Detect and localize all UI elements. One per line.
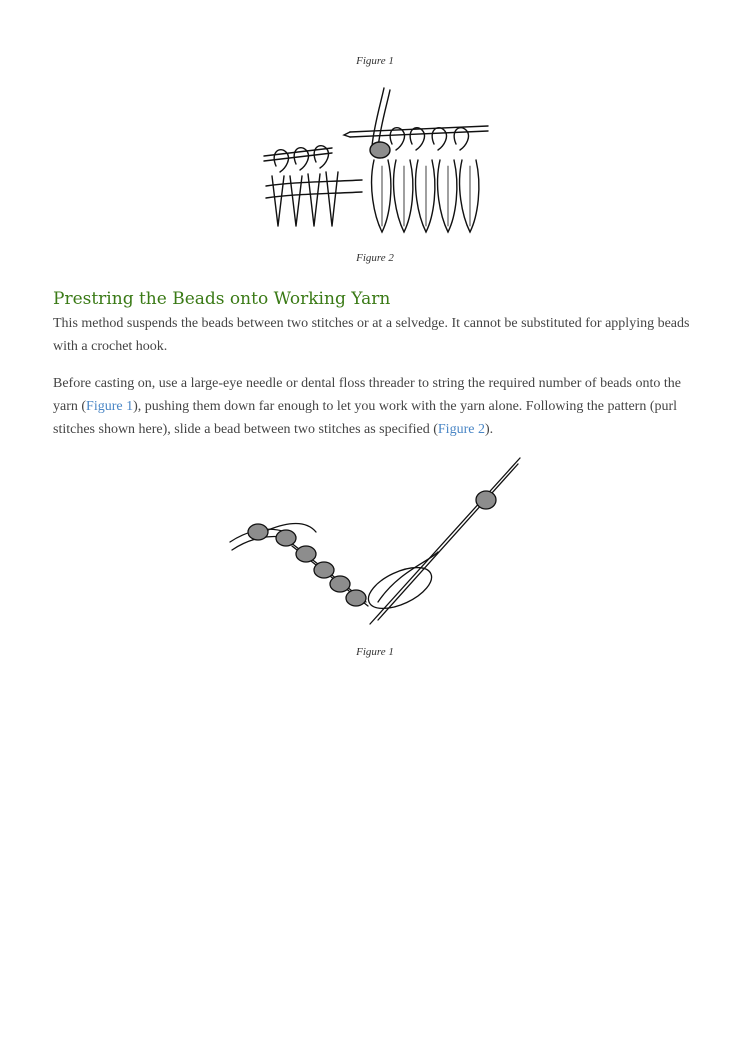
paragraph-intro: This method suspends the beads between two stitches or at a selvedge. It cannot be substituted for applying beads with a crochet hook. — [53, 316, 690, 354]
paragraph-text-3: ). — [484, 422, 494, 437]
paragraph-instructions — [53, 372, 703, 441]
figure-1-illustration — [228, 452, 524, 630]
figure-2-link[interactable]: Figure 2 — [437, 422, 485, 437]
figure-caption-middle: Figure 2 — [356, 252, 394, 264]
bead-icon — [370, 142, 390, 158]
figure-2-illustration — [262, 86, 492, 236]
figure-caption-top: Figure 1 — [356, 55, 394, 67]
bead-stringing-illustration — [228, 452, 524, 630]
knitting-bead-illustration — [262, 86, 492, 236]
section-heading: Prestring the Beads onto Working Yarn — [53, 289, 391, 309]
figure-1-link[interactable]: Figure 1 — [86, 399, 134, 414]
paragraph-text-2: ), pushing them down far enough to let you work with the yarn alone. Following the pattern (purl stitches shown here), slide a bead between two stitches as specified ( — [53, 399, 678, 437]
figure-caption-bottom: Figure 1 — [356, 646, 394, 658]
paragraph-text-1: Before casting on, use a large-eye needle or dental floss threader to string the required number of beads onto the yarn ( — [53, 376, 681, 414]
